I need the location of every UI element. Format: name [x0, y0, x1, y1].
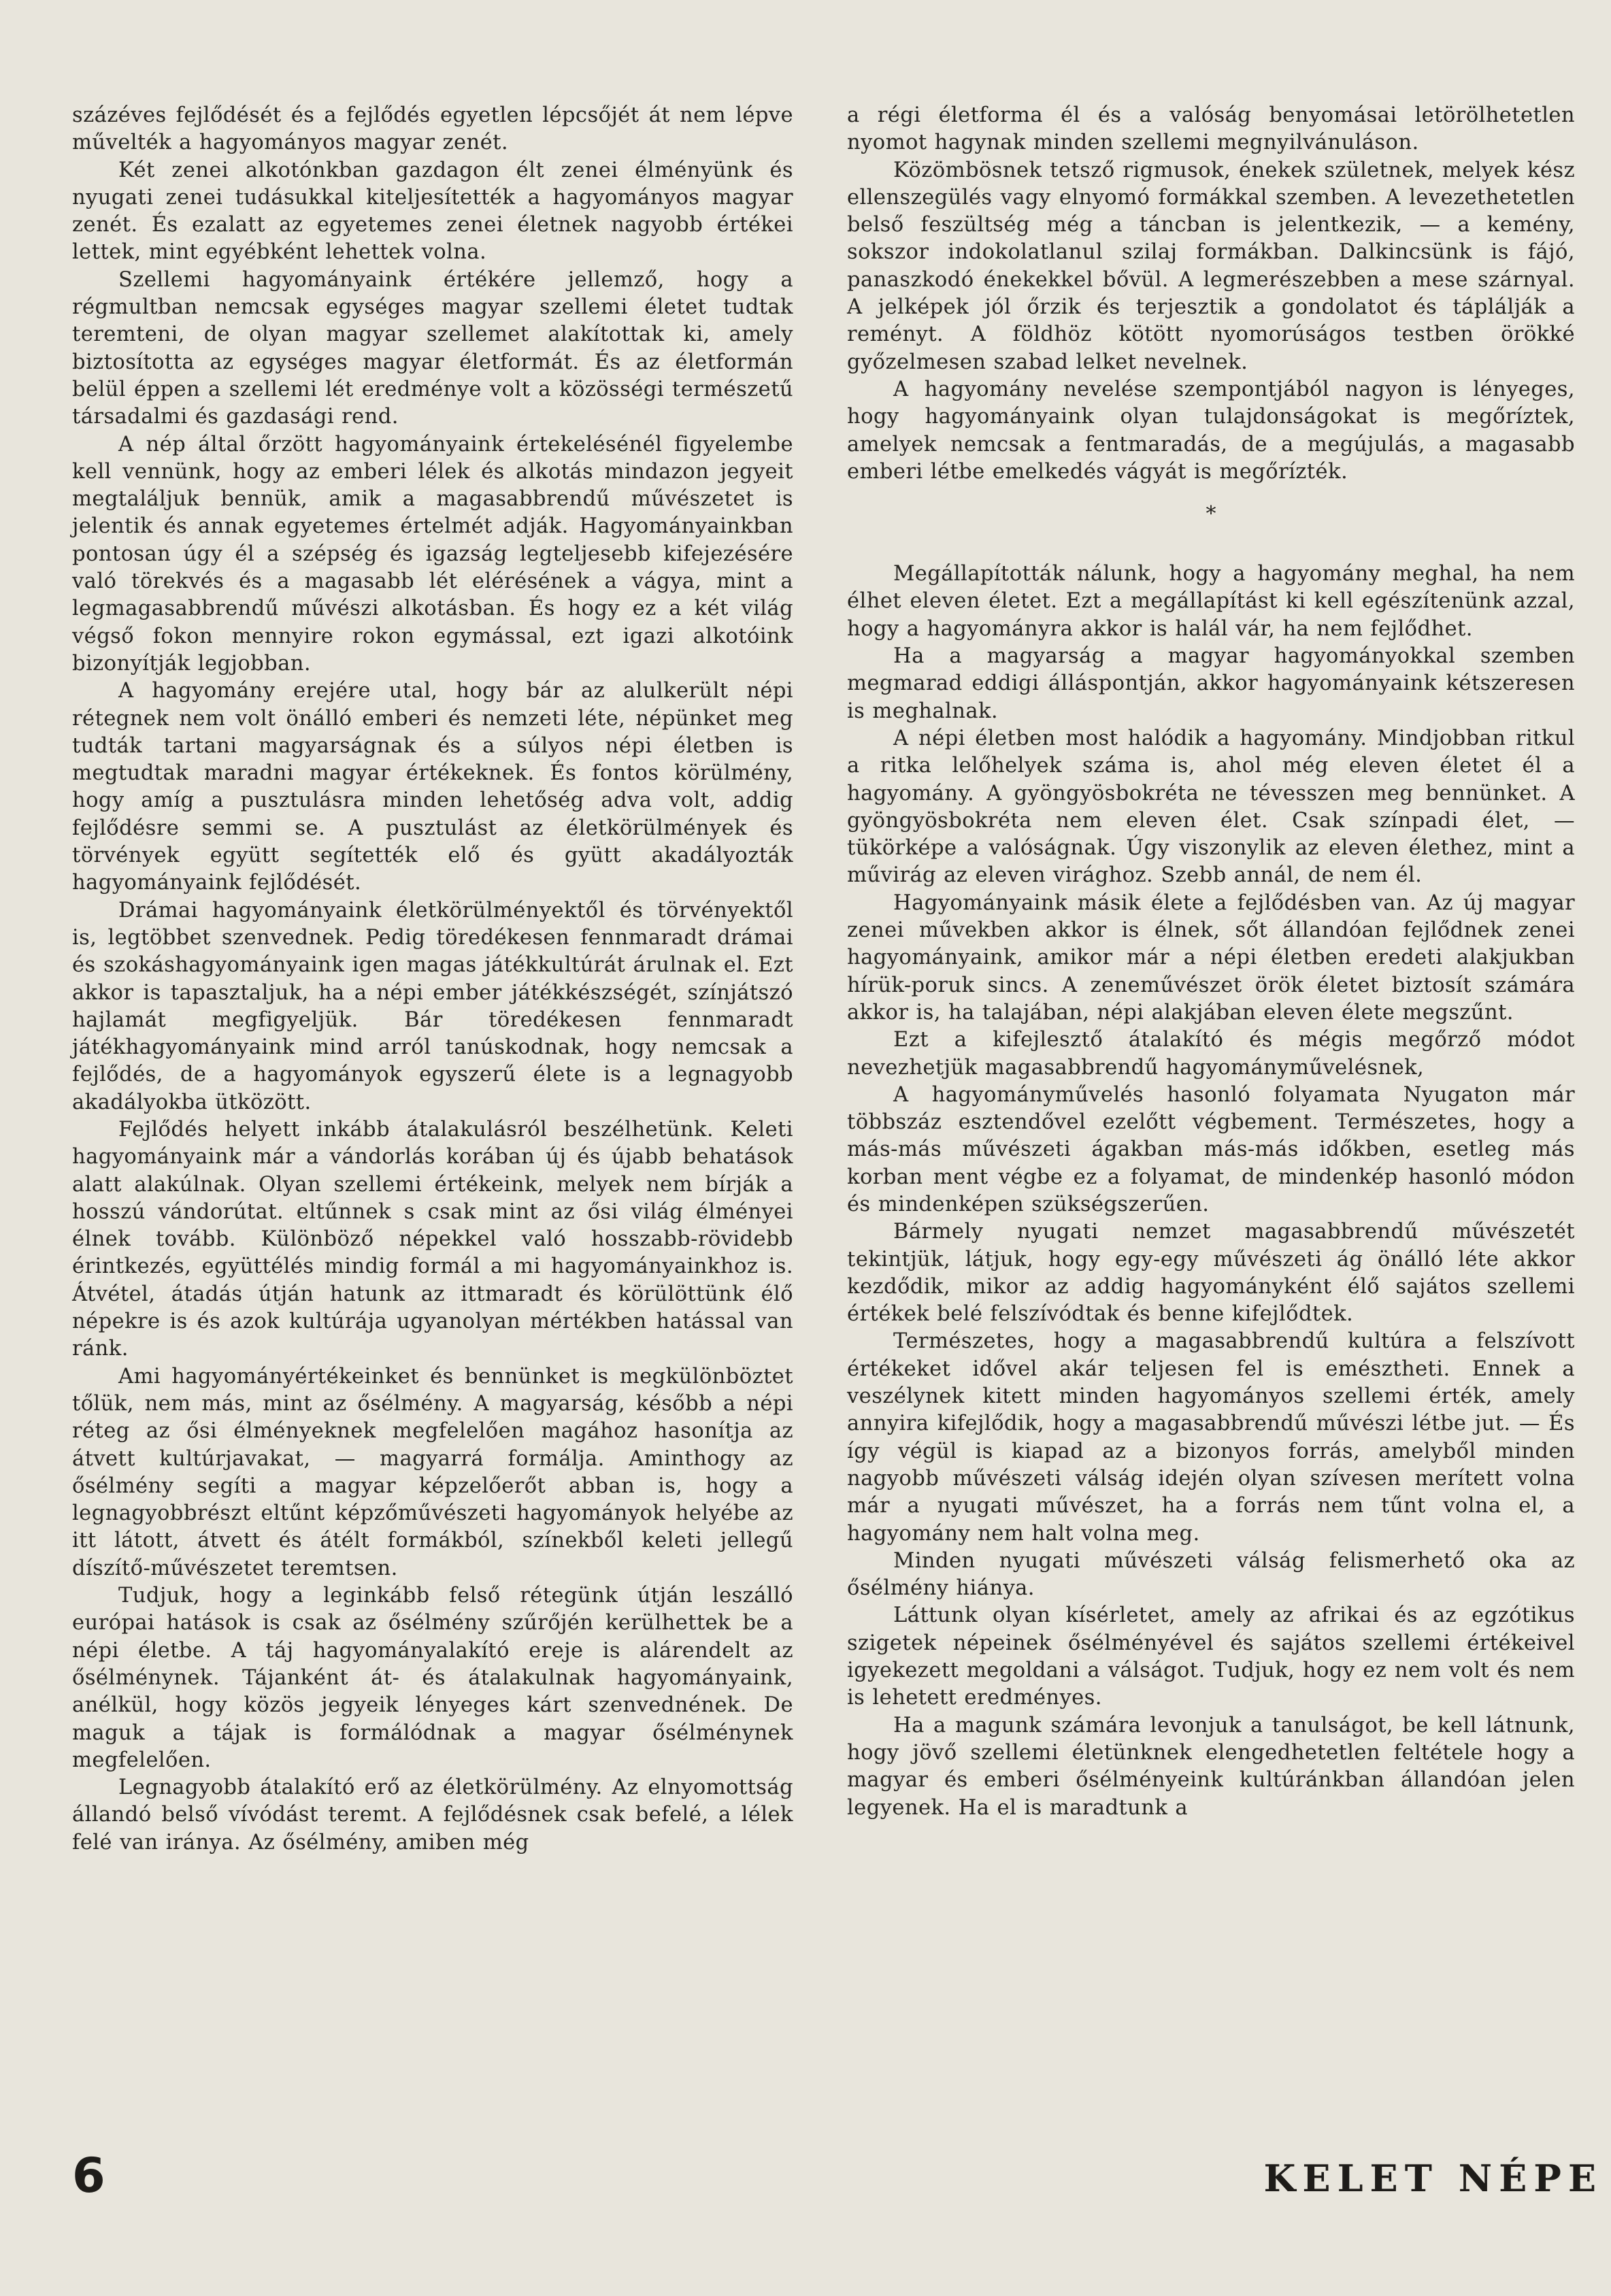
- paragraph: Megállapították nálunk, hogy a hagyomány meghal, ha nem élhet eleven életet. Ezt a megállapítást ki kell egészítenünk azzal, hogy a hagyományra akkor is halál vár, ha nem fejlődhet.: [847, 562, 1575, 641]
- paragraph: Bármely nyugati nemzet magasabbrendű művészetét tekintjük, látjuk, hogy egy-egy művészeti ág önálló léte akkor kezdődik, mikor az addig hagyományként élő sajátos szellemi értékek belé felszívódtak és benne kifejlődtek.: [847, 1220, 1575, 1327]
- paragraph: Drámai hagyományaink életkörülményektől és törvényektől is, legtöbbet szenvednek. Pedig töredékesen fennmaradt drámai és szokáshagyományaink igen magas játékkultúrát árulnak el. Ezt akkor is tapasztaljuk, ha a népi ember játékkészségét, színjátszó hajlamát megfigyeljük. Bár töredékesen fennmaradt játékhagyományaink mind arról tanúskodnak, hogy nemcsak a fejlődés, de a hagyományok egyszerű élete is a legnagyobb akadályokba ütközött.: [72, 898, 793, 1114]
- paragraph: Láttunk olyan kísérletet, amely az afrikai és az egzótikus szigetek népeinek ősélményével és sajátos szellemi értékeivel igyekezett megoldani a válságot. Tudjuk, hogy ez nem volt és nem is lehetett eredményes.: [847, 1603, 1575, 1710]
- paragraph: Közömbösnek tetsző rigmusok, énekek születnek, melyek kész ellenszegülés vagy elnyomó formákkal szemben. A levezethetetlen belső feszültség még a táncban is jelentkezik, — a kemény, sokszor indokolatlanul szilaj formákban. Dalkincsünk is fájó, panaszkodó énekekkel bővül. A legmerészebben a mese szárnyal. A jelképek jól őrzik és terjesztik a gondolatot és táplálják a reményt. A földhöz kötött nyomorúságos testben örökké győzelmesen szabad lelket nevelnek.: [847, 158, 1575, 374]
- paragraph: Legnagyobb átalakító erő az életkörülmény. Az elnyomottság állandó belső vívódást teremt. A fejlődésnek csak befelé, a lélek felé van iránya. Az ősélmény, amiben még: [72, 1776, 793, 1854]
- page-number: 6: [72, 2148, 105, 2203]
- paragraph: Minden nyugati művészeti válság felismerhető oka az ősélmény hiánya.: [847, 1548, 1575, 1601]
- section-break-asterisk: *: [1206, 502, 1216, 527]
- paragraph: Ha a magunk számára levonjuk a tanulságot, be kell látnunk, hogy jövő szellemi életünknek elengedhetetlen feltétele hogy a magyar és emberi ősélményeink kultúránkban állandóan jelen legyenek. Ha el is maradtunk a: [847, 1713, 1575, 1820]
- paragraph: Ha a magyarság a magyar hagyományokkal szemben megmarad eddigi álláspontján, akkor hagyományaink kétszeresen is meghalnak.: [847, 644, 1575, 723]
- right-column: [847, 102, 1575, 1822]
- paragraph: Hagyományaink másik élete a fejlődésben van. Az új magyar zenei művekben akkor is élnek, sőt állandóan fejlődnek zenei hagyományaink, amikor már a népi életben eredeti alakjukban hírük-poruk sincs. A zeneművészet örök életet biztosít számára akkor is, ha talajában, népi alakjában eleven élete megszűnt.: [847, 891, 1575, 1025]
- paragraph: Természetes, hogy a magasabbrendű kultúra a felszívott értékeket idővel akár teljesen fel is emésztheti. Ennek a veszélynek kitett minden hagyományos szellemi érték, amely annyira kifejlődik, hogy a magasabbrendű művészi létbe jut. — És így végül is kiapad az a bizonyos forrás, amelyből minden nagyobb művészeti válság idején olyan szívesen merített volna már a nyugati művészet, ha a forrás nem tűnt volna el, a hagyomány nem halt volna meg.: [847, 1329, 1575, 1546]
- page-footer: [0, 2148, 1611, 2210]
- paragraph: Tudjuk, hogy a leginkább felső rétegünk útján leszálló európai hatások is csak az ősélmény szűrőjén kerülhettek be a népi életbe. A táj hagyományalakító ereje is alárendelt az ősélménynek. Tájanként át- és átalakulnak hagyományaink, anélkül, hogy közös jegyeik lényeges kárt szenvednének. De maguk a tájak is formálódnak a magyar ősélménynek megfelelően.: [72, 1584, 793, 1772]
- left-column: [72, 102, 793, 1857]
- paragraph: A hagyományművelés hasonló folyamata Nyugaton már többszáz esztendővel ezelőtt végbement. Természetes, hogy a más-más művészeti ágakban más-más időkben, esetleg más korban ment végbe ez a folyamat, de mindenkép hasonló módon és mindenképen szükségszerűen.: [847, 1082, 1575, 1216]
- paragraph: A népi életben most halódik a hagyomány. Mindjobban ritkul a ritka lelőhelyek száma is, ahol még eleven életet él a hagyomány. A gyöngyösbokréta ne tévesszen meg bennünket. A gyöngyösbokréta nem eleven élet. Csak színpadi élet, — tükörképe a valóságnak. Úgy viszonylik az eleven élethez, mint a művirág az eleven virághoz. Szebb annál, de nem él.: [847, 726, 1575, 888]
- paragraph: Fejlődés helyett inkább átalakulásról beszélhetünk. Keleti hagyományaink már a vándorlás korában új és újabb behatások alatt alakúlnak. Olyan szellemi értékeink, melyek nem bírják a hosszú vándorútat. eltűnnek s csak mint az ősi világ élményei élnek tovább. Különböző népekkel való hosszabb-rövidebb érintkezés, együttélés mindig formál a mi hagyományainkhoz is. Átvétel, átadás útján hatunk az ittmaradt és körülöttünk élő népekre is és azok kultúrája ugyanolyan mértékben hatással van ránk.: [72, 1117, 793, 1361]
- magazine-title: KELET NÉPE: [1263, 2157, 1603, 2200]
- paragraph: A nép által őrzött hagyományaink értekelésénél figyelembe kell vennünk, hogy az emberi lélek és alkotás mindazon jegyeit megtaláljuk bennük, amik a magasabbrendű művészetet is jelentik és annak egyetemes értelmét adják. Hagyományainkban pontosan úgy él a szépség és igazság legteljesebb kifejezésére való törekvés és a magasabb lét elérésének a vágya, mint a legmagasabbrendű művészi alkotásban. És hogy ez a két világ végső fokon mennyire rokon egymással, ezt igazi alkotóink bizonyítják legjobban.: [72, 432, 793, 676]
- paragraph: Ami hagyományértékeinket és bennünket is megkülönböztet tőlük, nem más, mint az ősélmény. A magyarság, később a népi réteg az ősi élményeknek megfelelően magához hasonítja az átvett kultúrjavakat, — magyarrá formálja. Aminthogy az ősélmény segíti a magyar képzelőerőt abban is, hogy a legnagyobbrészt eltűnt képzőművészeti hagyományok helyébe az itt látott, átvett és átélt formákból, színekből keleti jellegű díszítő-művészetet teremtsen.: [72, 1364, 793, 1580]
- paragraph: a régi életforma él és a valóság benyomásai letörölhetetlen nyomot hagynak minden szellemi megnyilvánuláson.: [847, 103, 1575, 155]
- paragraph: Szellemi hagyományaink értékére jellemző, hogy a régmultban nemcsak egységes magyar szellemi életet tudtak teremteni, de olyan magyar szellemet alakítottak ki, amely biztosította az egységes magyar életformát. És az életformán belül éppen a szellemi lét eredménye volt a közösségi természetű társadalmi és gazdasági rend.: [72, 267, 793, 429]
- paragraph: Ezt a kifejlesztő átalakító és mégis megőrző módot nevezhetjük magasabbrendű hagyományművelésnek,: [847, 1028, 1575, 1080]
- paragraph: A hagyomány erejére utal, hogy bár az alulkerült népi rétegnek nem volt önálló emberi és nemzeti léte, népünket meg tudták tartani magyarságnak és a súlyos népi életben is megtudtak maradni magyar értékeknek. És fontos körülmény, hogy amíg a pusztulásra minden lehetőség adva volt, addig fejlődésre semmi se. A pusztulást az életkörülmények és törvények együtt segítették elő és gyütt akadályozták hagyományaink fejlődését.: [72, 679, 793, 895]
- paragraph: százéves fejlődését és a fejlődés egyetlen lépcsőjét át nem lépve művelték a hagyományos magyar zenét.: [72, 103, 793, 155]
- paragraph: A hagyomány nevelése szempontjából nagyon is lényeges, hogy hagyományaink olyan tulajdonságokat is megőríztek, amelyek nemcsak a fentmaradás, de a megújulás, a magasabb emberi létbe emelkedés vágyát is megőrízték.: [847, 377, 1575, 484]
- paragraph: Két zenei alkotónkban gazdagon élt zenei élményünk és nyugati zenei tudásukkal kiteljesítették a hagyományos magyar zenét. És ezalatt az egyetemes zenei életnek nagyobb értékei lettek, mint egyébként lehettek volna.: [72, 158, 793, 265]
